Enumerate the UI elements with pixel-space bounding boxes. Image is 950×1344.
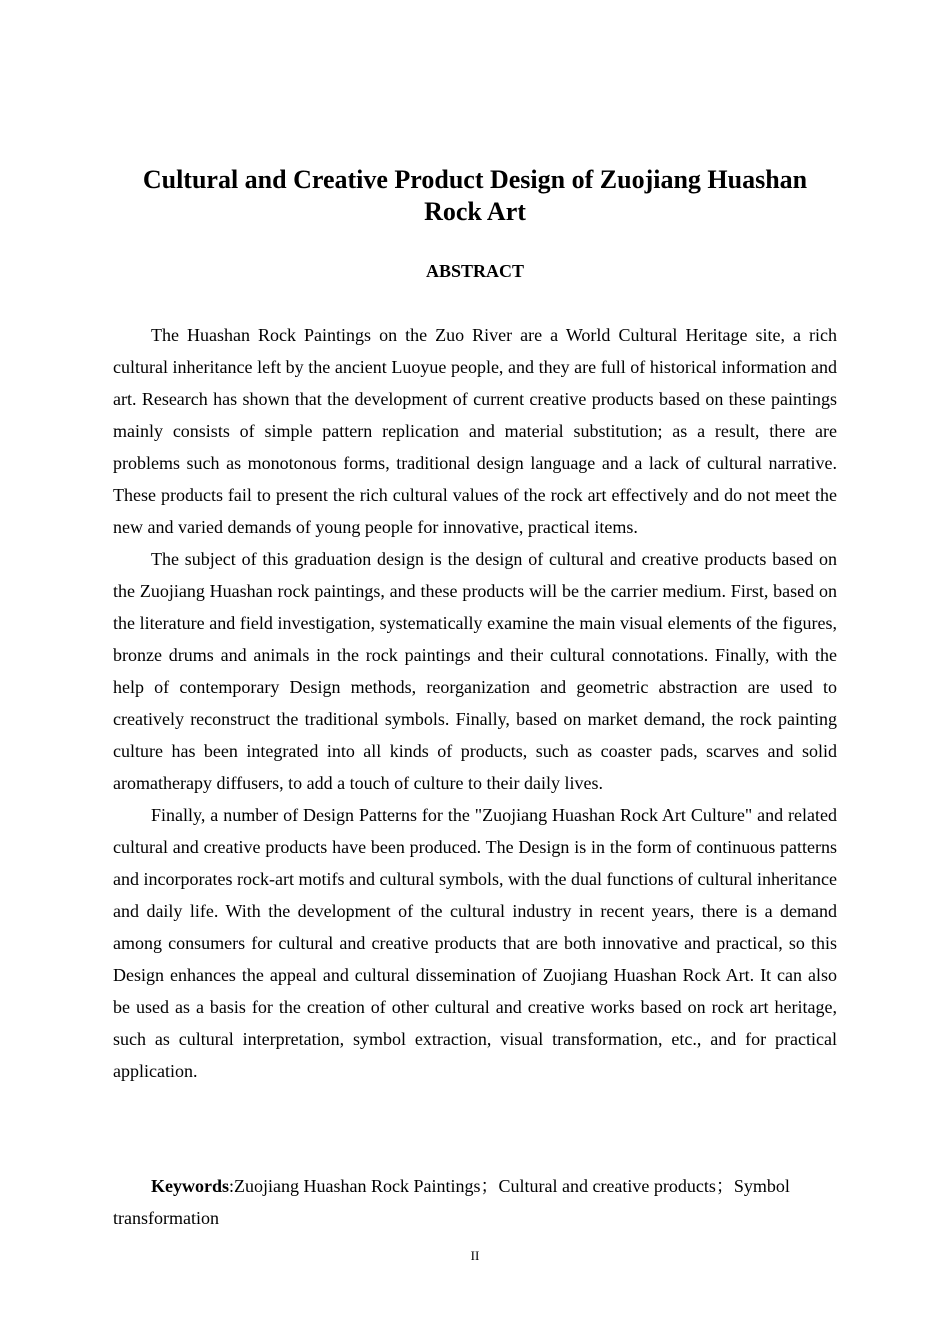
keywords-line — [113, 1170, 837, 1234]
document-title: Cultural and Creative Product Design of Zuojiang Huashan Rock Art — [142, 165, 808, 226]
abstract-body — [113, 319, 837, 1087]
page-number: II — [470, 1248, 480, 1263]
abstract-paragraph-3: Finally, a number of Design Patterns for the "Zuojiang Huashan Rock Art Culture" and related cultural and creative products have been produced. The Design is in the form of continuous patterns and incorporates rock-art motifs and cultural symbols, with the dual functions of cultural inheritance and daily life. With the development of the cultural industry in recent years, there is a demand among consumers for cultural and creative products that are both innovative and practical, so this Design enhances the appeal and cultural dissemination of Zuojiang Huashan Rock Art. It can also be used as a basis for the creation of other cultural and creative works based on rock art heritage, such as cultural interpretation, symbol extraction, visual transformation, etc., and for practical application. — [113, 805, 837, 1081]
abstract-heading: ABSTRACT — [425, 261, 525, 281]
keywords-text: :Zuojiang Huashan Rock Paintings；Cultural and creative products；Symbol transformation — [113, 1176, 790, 1228]
abstract-paragraph-1: The Huashan Rock Paintings on the Zuo River are a World Cultural Heritage site, a rich cultural inheritance left by the ancient Luoyue people, and they are full of historical information and art. Research has shown that the development of current creative products based on these paintings mainly consists of simple pattern replication and material substitution; as a result, there are problems such as monotonous forms, traditional design language and a lack of cultural narrative. These products fail to present the rich cultural values of the rock art effectively and do not meet the new and varied demands of young people for innovative, practical items. — [113, 325, 837, 537]
keywords-label: Keywords — [151, 1176, 229, 1196]
abstract-paragraph-2: The subject of this graduation design is the design of cultural and creative products based on the Zuojiang Huashan rock paintings, and these products will be the carrier medium. First, based on the literature and field investigation, systematically examine the main visual elements of the figures, bronze drums and animals in the rock paintings and their cultural connotations. Finally, with the help of contemporary Design methods, reorganization and geometric abstraction are used to creatively reconstruct the traditional symbols. Finally, based on market demand, the rock painting culture has been integrated into all kinds of products, such as coaster pads, scarves and solid aromatherapy diffusers, to add a touch of culture to their daily lives. — [113, 549, 837, 793]
